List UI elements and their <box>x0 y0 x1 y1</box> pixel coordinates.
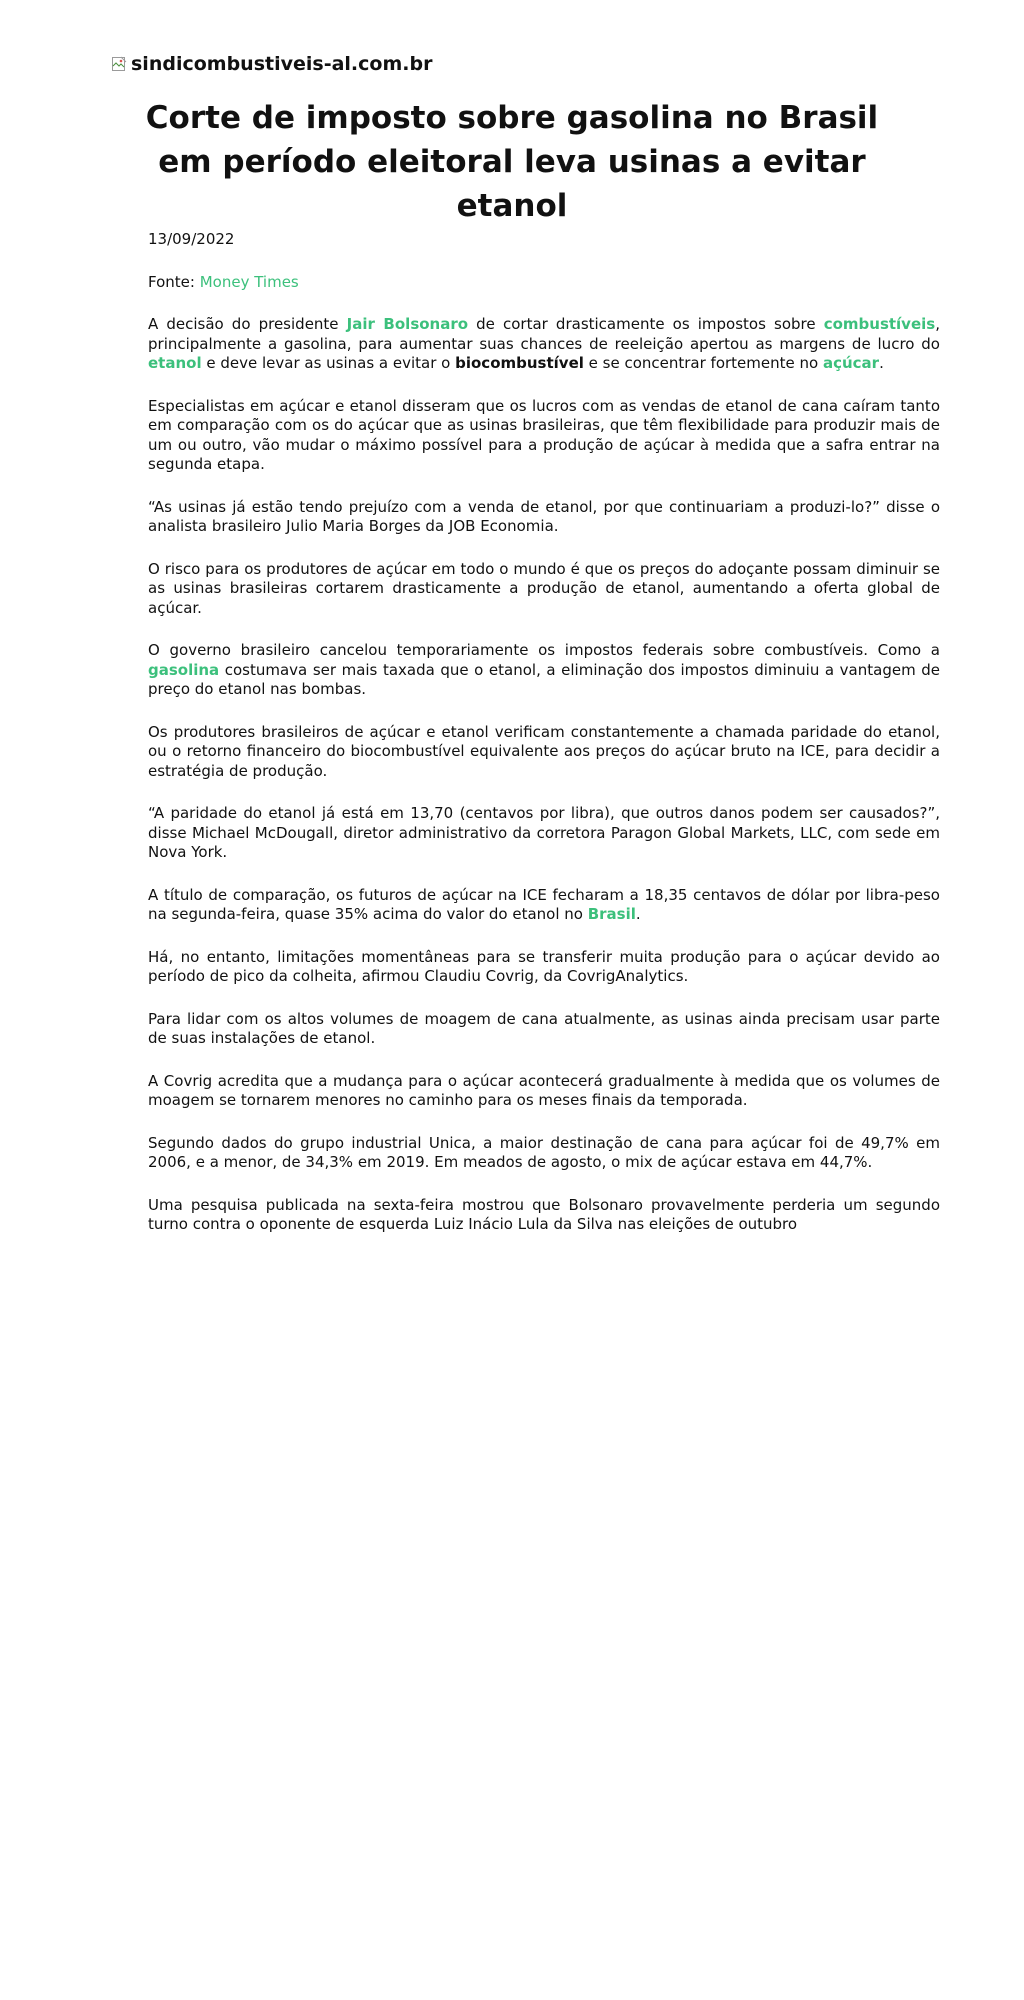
link-gasolina[interactable]: gasolina <box>148 660 220 679</box>
paragraph-7: “A paridade do etanol já está em 13,70 (centavos por libra), que outros danos podem ser causados?”, disse Michael McDougall, diretor administrativo da corretora Paragon Global Markets, LLC, com sede em Nova York. <box>148 804 940 861</box>
site-header <box>111 53 432 75</box>
article-date: 13/09/2022 <box>148 230 235 248</box>
source-label: Fonte: <box>148 272 200 291</box>
paragraph-4: O risco para os produtores de açúcar em todo o mundo é que os preços do adoçante possam diminuir se as usinas brasileiras cortarem drasticamente a produção de etanol, aumentando a oferta global de açúcar. <box>148 559 940 617</box>
link-acucar[interactable]: açúcar <box>822 354 880 372</box>
paragraph-9: Há, no entanto, limitações momentâneas para se transferir muita produção para o açúcar devido ao período de pico da colheita, afirmou Claudiu Covrig, da CovrigAnalytics. <box>148 947 940 985</box>
paragraph-11: A Covrig acredita que a mudança para o açúcar acontecerá gradualmente à medida que os volumes de moagem se tornarem menores no caminho para os meses finais da temporada. <box>148 1071 940 1109</box>
paragraph-1: A decisão do presidente Jair Bolsonaro de cortar drasticamente os impostos sobre combustíveis, principalmente a gasolina, para aumentar suas chances de reeleição apertou as margens de lucro do etanol e deve levar as usinas a evitar o biocombustível e se concentrar fortemente no açúcar. <box>148 315 940 372</box>
link-brasil[interactable]: Brasil <box>587 905 636 923</box>
article-title: Corte de imposto sobre gasolina no Brasil em período eleitoral leva usinas a evitar etanol <box>145 100 879 224</box>
link-jair-bolsonaro[interactable]: Jair Bolsonaro <box>346 315 469 333</box>
paragraph-10: Para lidar com os altos volumes de moagem de cana atualmente, as usinas ainda precisam usar parte de suas instalações de etanol. <box>148 1009 940 1047</box>
site-name: sindicombustiveis-al.com.br <box>131 53 433 75</box>
article-source <box>148 273 940 293</box>
paragraph-13: Uma pesquisa publicada na sexta-feira mostrou que Bolsonaro provavelmente perderia um segundo turno contra o oponente de esquerda Luiz Inácio Lula da Silva nas eleições de outubro <box>148 1195 940 1233</box>
link-etanol[interactable]: etanol <box>148 354 202 372</box>
bold-biocombustivel: biocombustível <box>455 354 584 372</box>
paragraph-12: Segundo dados do grupo industrial Unica, a maior destinação de cana para açúcar foi de 49,7% em 2006, e a menor, de 34,3% em 2019. Em meados de agosto, o mix de açúcar estava em 44,7%. <box>148 1133 940 1171</box>
broken-image-icon <box>111 56 127 72</box>
paragraph-5: O governo brasileiro cancelou temporariamente os impostos federais sobre combustíveis. Como a gasolina costumava ser mais taxada que o etanol, a eliminação dos impostos diminuiu a vantagem de preço do etanol nas bombas. <box>148 641 940 698</box>
source-link[interactable]: Money Times <box>199 272 299 291</box>
paragraph-2: Especialistas em açúcar e etanol disseram que os lucros com as vendas de etanol de cana caíram tanto em comparação com os do açúcar que as usinas brasileiras, que têm flexibilidade para produzir mais de um ou outro, vão mudar o máximo possível para a produção de açúcar à medida que a safra entrar na segunda etapa. <box>148 396 940 473</box>
paragraph-6: Os produtores brasileiros de açúcar e etanol verificam constantemente a chamada paridade do etanol, ou o retorno financeiro do biocombustível equivalente aos preços do açúcar bruto na ICE, para decidir a estratégia de produção. <box>148 722 940 780</box>
paragraph-8: A título de comparação, os futuros de açúcar na ICE fecharam a 18,35 centavos de dólar por libra-peso na segunda-feira, quase 35% acima do valor do etanol no Brasil. <box>148 885 940 923</box>
article-body <box>148 230 940 1258</box>
link-combustiveis[interactable]: combustíveis <box>823 315 936 333</box>
paragraph-3: “As usinas já estão tendo prejuízo com a venda de etanol, por que continuariam a produzi-lo?” disse o analista brasileiro Julio Maria Borges da JOB Economia. <box>148 497 940 535</box>
